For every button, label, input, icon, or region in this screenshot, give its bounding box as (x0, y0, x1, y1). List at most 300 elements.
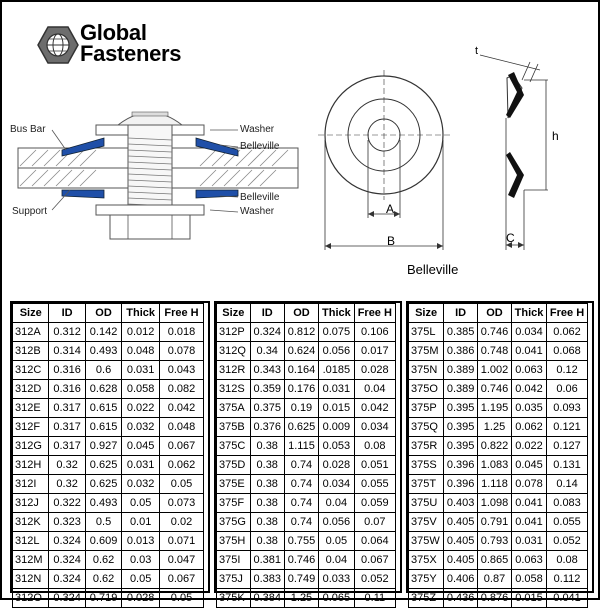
value-cell: 0.11 (354, 589, 395, 608)
table-row (13, 589, 204, 608)
value-cell: 0.064 (354, 532, 395, 551)
table-row (409, 456, 588, 475)
value-cell: 0.032 (122, 475, 160, 494)
value-cell: 0.755 (284, 532, 318, 551)
value-cell: 0.073 (160, 494, 204, 513)
value-cell: 0.142 (85, 323, 121, 342)
value-cell: 0.386 (444, 342, 478, 361)
value-cell: 0.043 (160, 361, 204, 380)
value-cell: 0.395 (444, 418, 478, 437)
value-cell: 0.056 (319, 513, 355, 532)
size-cell: 375I (217, 551, 251, 570)
table-row (409, 418, 588, 437)
table-row (409, 361, 588, 380)
value-cell: 0.04 (354, 380, 395, 399)
label-belleville-bottom: Belleville (240, 192, 280, 203)
size-cell: 375N (409, 361, 444, 380)
size-cell: 375E (217, 475, 251, 494)
table-row (217, 589, 396, 608)
value-cell: 0.033 (319, 570, 355, 589)
table-row (217, 456, 396, 475)
size-cell: 375A (217, 399, 251, 418)
value-cell: 0.316 (49, 361, 85, 380)
value-cell: 0.08 (354, 437, 395, 456)
value-cell: 0.343 (250, 361, 284, 380)
value-cell: 0.067 (354, 551, 395, 570)
value-cell: 0.052 (354, 570, 395, 589)
value-cell: 0.034 (319, 475, 355, 494)
value-cell: 0.403 (444, 494, 478, 513)
table-row (217, 380, 396, 399)
value-cell: 0.615 (85, 399, 121, 418)
table-row (217, 342, 396, 361)
table-row (409, 532, 588, 551)
value-cell: 0.164 (284, 361, 318, 380)
value-cell: 0.322 (49, 494, 85, 513)
value-cell: 0.055 (354, 475, 395, 494)
label-washer-bottom: Washer (240, 206, 275, 217)
value-cell: 0.078 (160, 342, 204, 361)
value-cell: 0.047 (160, 551, 204, 570)
value-cell: 0.058 (122, 380, 160, 399)
size-cell: 312I (13, 475, 49, 494)
size-cell: 312H (13, 456, 49, 475)
value-cell: 1.118 (478, 475, 512, 494)
size-cell: 375R (409, 437, 444, 456)
value-cell: 0.041 (511, 342, 546, 361)
value-cell: 0.628 (85, 380, 121, 399)
value-cell: 0.058 (511, 570, 546, 589)
table-row (13, 418, 204, 437)
value-cell: 0.493 (85, 342, 121, 361)
label-belleville-top: Belleville (240, 141, 280, 152)
value-cell: 0.32 (49, 475, 85, 494)
value-cell: 0.316 (49, 380, 85, 399)
value-cell: 0.395 (444, 437, 478, 456)
value-cell: 0.031 (319, 380, 355, 399)
value-cell: 0.031 (122, 456, 160, 475)
value-cell: 0.056 (319, 342, 355, 361)
table-row (217, 437, 396, 456)
value-cell: 0.746 (478, 380, 512, 399)
table-header-row (409, 304, 588, 323)
value-cell: 0.19 (284, 399, 318, 418)
value-cell: 0.042 (354, 399, 395, 418)
size-cell: 312A (13, 323, 49, 342)
value-cell: 0.396 (444, 456, 478, 475)
value-cell: 0.034 (511, 323, 546, 342)
value-cell: 1.25 (478, 418, 512, 437)
value-cell: 0.812 (284, 323, 318, 342)
value-cell: 0.112 (547, 570, 588, 589)
size-cell: 375Q (409, 418, 444, 437)
size-cell: 375V (409, 513, 444, 532)
column-header: Free H (160, 304, 204, 323)
value-cell: 0.05 (122, 570, 160, 589)
value-cell: 0.405 (444, 513, 478, 532)
size-cell: 375T (409, 475, 444, 494)
value-cell: 0.385 (444, 323, 478, 342)
table-row (217, 551, 396, 570)
spec-table-1 (12, 303, 204, 608)
size-cell: 375P (409, 399, 444, 418)
value-cell: 0.017 (354, 342, 395, 361)
value-cell: 0.323 (49, 513, 85, 532)
value-cell: 0.071 (160, 532, 204, 551)
size-cell: 312C (13, 361, 49, 380)
size-cell: 375K (217, 589, 251, 608)
value-cell: 0.384 (250, 589, 284, 608)
value-cell: 0.625 (85, 475, 121, 494)
value-cell: 0.022 (511, 437, 546, 456)
dimension-h: h (552, 129, 559, 143)
table-row (217, 494, 396, 513)
column-header: Size (13, 304, 49, 323)
value-cell: 0.436 (444, 589, 478, 608)
column-header: ID (250, 304, 284, 323)
value-cell: 0.62 (85, 570, 121, 589)
column-header: OD (478, 304, 512, 323)
value-cell: 0.028 (122, 589, 160, 608)
value-cell: 0.05 (122, 494, 160, 513)
value-cell: 0.927 (85, 437, 121, 456)
value-cell: 0.127 (547, 437, 588, 456)
column-header: OD (284, 304, 318, 323)
value-cell: 0.749 (284, 570, 318, 589)
value-cell: 0.055 (547, 513, 588, 532)
value-cell: 0.746 (478, 323, 512, 342)
brand-line-2: Fasteners (80, 41, 182, 66)
value-cell: 0.38 (250, 475, 284, 494)
table-row (409, 589, 588, 608)
column-header: Thick (122, 304, 160, 323)
table-row (409, 399, 588, 418)
value-cell: 0.748 (478, 342, 512, 361)
value-cell: 0.74 (284, 494, 318, 513)
value-cell: 0.05 (160, 475, 204, 494)
value-cell: 0.051 (354, 456, 395, 475)
size-cell: 375B (217, 418, 251, 437)
value-cell: 0.396 (444, 475, 478, 494)
column-header: Thick (511, 304, 546, 323)
table-row (217, 513, 396, 532)
value-cell: 0.045 (511, 456, 546, 475)
table-row (13, 456, 204, 475)
value-cell: 0.615 (85, 418, 121, 437)
value-cell: 1.115 (284, 437, 318, 456)
value-cell: 0.32 (49, 456, 85, 475)
value-cell: 0.375 (250, 399, 284, 418)
value-cell: 0.05 (160, 589, 204, 608)
value-cell: 1.25 (284, 589, 318, 608)
value-cell: 0.022 (122, 399, 160, 418)
table-row (217, 399, 396, 418)
value-cell: 0.62 (85, 551, 121, 570)
spec-table-2 (216, 303, 396, 608)
value-cell: 0.02 (160, 513, 204, 532)
value-cell: 0.075 (319, 323, 355, 342)
value-cell: 0.324 (49, 551, 85, 570)
size-cell: 375Y (409, 570, 444, 589)
value-cell: 1.195 (478, 399, 512, 418)
value-cell: 0.38 (250, 532, 284, 551)
table-row (217, 418, 396, 437)
table-row (13, 532, 204, 551)
size-cell: 312E (13, 399, 49, 418)
value-cell: 0.865 (478, 551, 512, 570)
value-cell: 0.746 (284, 551, 318, 570)
value-cell: 0.041 (511, 494, 546, 513)
value-cell: 0.719 (85, 589, 121, 608)
value-cell: 0.062 (547, 323, 588, 342)
value-cell: 0.041 (511, 513, 546, 532)
table-row (217, 532, 396, 551)
table-header-row (217, 304, 396, 323)
table-row (409, 342, 588, 361)
value-cell: 0.359 (250, 380, 284, 399)
assembly-diagram (0, 0, 600, 290)
value-cell: 0.06 (547, 380, 588, 399)
value-cell: 0.74 (284, 513, 318, 532)
value-cell: 0.324 (49, 570, 85, 589)
value-cell: 0.063 (511, 551, 546, 570)
size-cell: 375J (217, 570, 251, 589)
value-cell: 0.324 (250, 323, 284, 342)
dimension-c: C (506, 231, 515, 245)
belleville-caption: Belleville (407, 262, 459, 277)
size-cell: 312F (13, 418, 49, 437)
value-cell: 0.034 (354, 418, 395, 437)
size-cell: 375S (409, 456, 444, 475)
table-row (13, 342, 204, 361)
table-header-row (13, 304, 204, 323)
table-row (409, 494, 588, 513)
value-cell: 0.625 (85, 456, 121, 475)
table-row (217, 570, 396, 589)
value-cell: 0.406 (444, 570, 478, 589)
value-cell: 0.015 (511, 589, 546, 608)
size-cell: 375L (409, 323, 444, 342)
value-cell: 0.34 (250, 342, 284, 361)
value-cell: 0.791 (478, 513, 512, 532)
dimension-b: B (387, 234, 396, 248)
value-cell: 0.015 (319, 399, 355, 418)
size-cell: 375Z (409, 589, 444, 608)
value-cell: 0.395 (444, 399, 478, 418)
table-row (409, 380, 588, 399)
value-cell: 0.317 (49, 399, 85, 418)
value-cell: .0185 (319, 361, 355, 380)
value-cell: 0.376 (250, 418, 284, 437)
value-cell: 0.74 (284, 475, 318, 494)
column-header: Free H (547, 304, 588, 323)
value-cell: 0.389 (444, 361, 478, 380)
dimension-t: t (475, 45, 479, 57)
value-cell: 0.042 (160, 399, 204, 418)
value-cell: 0.876 (478, 589, 512, 608)
value-cell: 0.5 (85, 513, 121, 532)
table-row (13, 570, 204, 589)
value-cell: 0.009 (319, 418, 355, 437)
size-cell: 312L (13, 532, 49, 551)
value-cell: 0.03 (122, 551, 160, 570)
value-cell: 0.314 (49, 342, 85, 361)
dimension-a: A (386, 202, 395, 216)
value-cell: 0.07 (354, 513, 395, 532)
size-cell: 312Q (217, 342, 251, 361)
value-cell: 1.083 (478, 456, 512, 475)
table-row (409, 551, 588, 570)
value-cell: 0.38 (250, 494, 284, 513)
value-cell: 0.031 (511, 532, 546, 551)
column-header: Free H (354, 304, 395, 323)
column-header: Thick (319, 304, 355, 323)
size-cell: 375W (409, 532, 444, 551)
value-cell: 0.028 (319, 456, 355, 475)
size-cell: 375H (217, 532, 251, 551)
value-cell: 0.624 (284, 342, 318, 361)
size-cell: 312B (13, 342, 49, 361)
value-cell: 0.6 (85, 361, 121, 380)
value-cell: 0.035 (511, 399, 546, 418)
value-cell: 0.062 (160, 456, 204, 475)
value-cell: 0.38 (250, 456, 284, 475)
table-row (13, 551, 204, 570)
size-cell: 375G (217, 513, 251, 532)
value-cell: 0.131 (547, 456, 588, 475)
value-cell: 0.04 (319, 494, 355, 513)
column-header: ID (49, 304, 85, 323)
value-cell: 0.032 (122, 418, 160, 437)
size-cell: 312R (217, 361, 251, 380)
value-cell: 0.093 (547, 399, 588, 418)
value-cell: 0.01 (122, 513, 160, 532)
size-cell: 312N (13, 570, 49, 589)
value-cell: 0.176 (284, 380, 318, 399)
value-cell: 0.08 (547, 551, 588, 570)
value-cell: 1.002 (478, 361, 512, 380)
value-cell: 0.062 (511, 418, 546, 437)
value-cell: 0.078 (511, 475, 546, 494)
size-cell: 375F (217, 494, 251, 513)
spec-table-3 (408, 303, 588, 608)
table-row (13, 475, 204, 494)
value-cell: 0.38 (250, 513, 284, 532)
value-cell: 0.05 (319, 532, 355, 551)
size-cell: 312D (13, 380, 49, 399)
value-cell: 0.053 (319, 437, 355, 456)
value-cell: 0.822 (478, 437, 512, 456)
brand-line-1: Global (80, 20, 147, 45)
size-cell: 375C (217, 437, 251, 456)
table-row (217, 475, 396, 494)
label-bus-bar: Bus Bar (10, 124, 46, 135)
value-cell: 0.74 (284, 456, 318, 475)
size-cell: 375O (409, 380, 444, 399)
value-cell: 0.048 (122, 342, 160, 361)
value-cell: 0.041 (547, 589, 588, 608)
size-cell: 312J (13, 494, 49, 513)
value-cell: 0.052 (547, 532, 588, 551)
value-cell: 0.383 (250, 570, 284, 589)
value-cell: 0.067 (160, 437, 204, 456)
size-cell: 375X (409, 551, 444, 570)
value-cell: 0.793 (478, 532, 512, 551)
size-cell: 312K (13, 513, 49, 532)
value-cell: 0.045 (122, 437, 160, 456)
table-row (409, 513, 588, 532)
value-cell: 0.14 (547, 475, 588, 494)
size-cell: 312P (217, 323, 251, 342)
value-cell: 0.87 (478, 570, 512, 589)
value-cell: 0.063 (511, 361, 546, 380)
value-cell: 0.493 (85, 494, 121, 513)
value-cell: 0.018 (160, 323, 204, 342)
value-cell: 0.04 (319, 551, 355, 570)
value-cell: 0.389 (444, 380, 478, 399)
table-row (13, 399, 204, 418)
value-cell: 0.031 (122, 361, 160, 380)
value-cell: 0.609 (85, 532, 121, 551)
value-cell: 0.405 (444, 532, 478, 551)
value-cell: 0.048 (160, 418, 204, 437)
table-row (13, 380, 204, 399)
column-header: ID (444, 304, 478, 323)
value-cell: 0.042 (511, 380, 546, 399)
value-cell: 0.028 (354, 361, 395, 380)
value-cell: 0.083 (547, 494, 588, 513)
table-row (13, 494, 204, 513)
value-cell: 0.106 (354, 323, 395, 342)
column-header: Size (409, 304, 444, 323)
table-row (409, 437, 588, 456)
value-cell: 0.12 (547, 361, 588, 380)
size-cell: 375U (409, 494, 444, 513)
value-cell: 1.098 (478, 494, 512, 513)
value-cell: 0.012 (122, 323, 160, 342)
table-row (409, 475, 588, 494)
value-cell: 0.405 (444, 551, 478, 570)
table-row (13, 437, 204, 456)
size-cell: 312S (217, 380, 251, 399)
value-cell: 0.121 (547, 418, 588, 437)
value-cell: 0.065 (319, 589, 355, 608)
value-cell: 0.324 (49, 532, 85, 551)
value-cell: 0.059 (354, 494, 395, 513)
table-row (409, 323, 588, 342)
table-row (13, 513, 204, 532)
value-cell: 0.312 (49, 323, 85, 342)
value-cell: 0.317 (49, 418, 85, 437)
value-cell: 0.381 (250, 551, 284, 570)
size-cell: 312O (13, 589, 49, 608)
value-cell: 0.625 (284, 418, 318, 437)
table-row (217, 323, 396, 342)
value-cell: 0.317 (49, 437, 85, 456)
value-cell: 0.068 (547, 342, 588, 361)
label-support: Support (12, 206, 48, 217)
table-row (409, 570, 588, 589)
size-cell: 312G (13, 437, 49, 456)
column-header: Size (217, 304, 251, 323)
size-cell: 312M (13, 551, 49, 570)
value-cell: 0.013 (122, 532, 160, 551)
size-cell: 375D (217, 456, 251, 475)
value-cell: 0.324 (49, 589, 85, 608)
table-row (217, 361, 396, 380)
table-row (13, 323, 204, 342)
column-header: OD (85, 304, 121, 323)
